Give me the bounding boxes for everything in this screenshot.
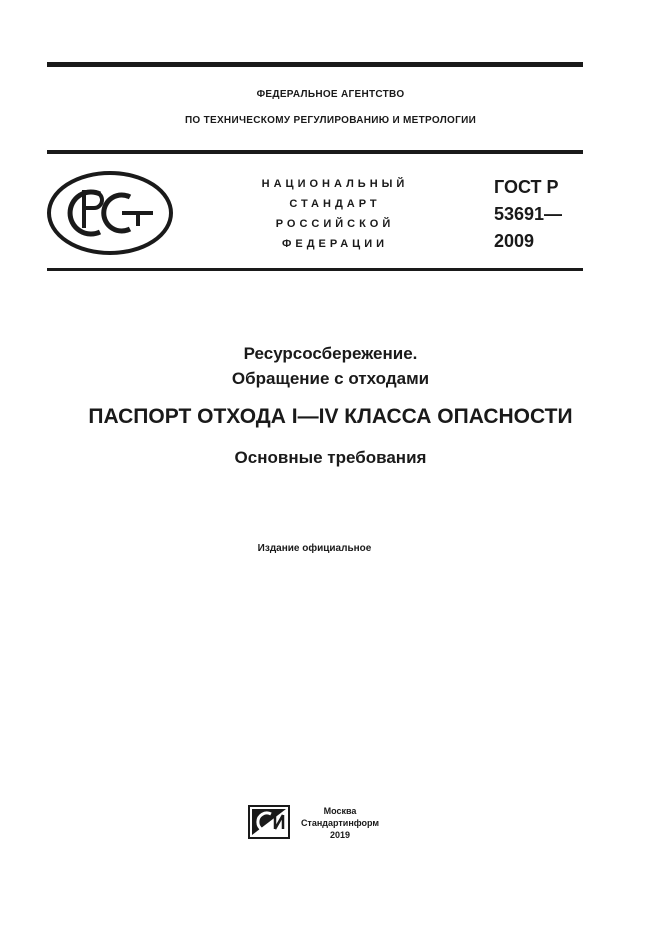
publication-year: 2019 [329, 830, 351, 840]
rst-certification-logo-icon [46, 170, 174, 256]
standard-label-line3: РОССИЙСКОЙ [275, 218, 395, 230]
edition-note: Издание официальное [257, 543, 372, 554]
title-line2: Обращение с отходами [231, 369, 430, 388]
top-divider [47, 62, 583, 67]
agency-name-line2: ПО ТЕХНИЧЕСКОМУ РЕГУЛИРОВАНИЮ И МЕТРОЛОГИИ [184, 115, 477, 126]
standard-label-line2: СТАНДАРТ [289, 198, 381, 210]
standard-label-line1: НАЦИОНАЛЬНЫЙ [261, 178, 409, 190]
document-subtitle: Основные требования [234, 448, 427, 467]
designation-line2: 53691— [494, 204, 563, 224]
standard-label-line4: ФЕДЕРАЦИИ [281, 238, 389, 250]
agency-name-line1: ФЕДЕРАЛЬНОЕ АГЕНТСТВО [256, 89, 405, 100]
publisher-name: Стандартинформ [300, 818, 380, 828]
designation-line1: ГОСТ Р [494, 177, 559, 197]
publisher-city: Москва [323, 806, 357, 816]
title-line1: Ресурсосбережение. [243, 344, 418, 363]
document-main-title: ПАСПОРТ ОТХОДА I—IV КЛАССА ОПАСНОСТИ [88, 405, 573, 428]
lower-divider [47, 268, 583, 271]
designation-line3: 2009 [494, 231, 535, 251]
middle-divider [47, 150, 583, 154]
standartinform-logo-icon [248, 805, 290, 839]
